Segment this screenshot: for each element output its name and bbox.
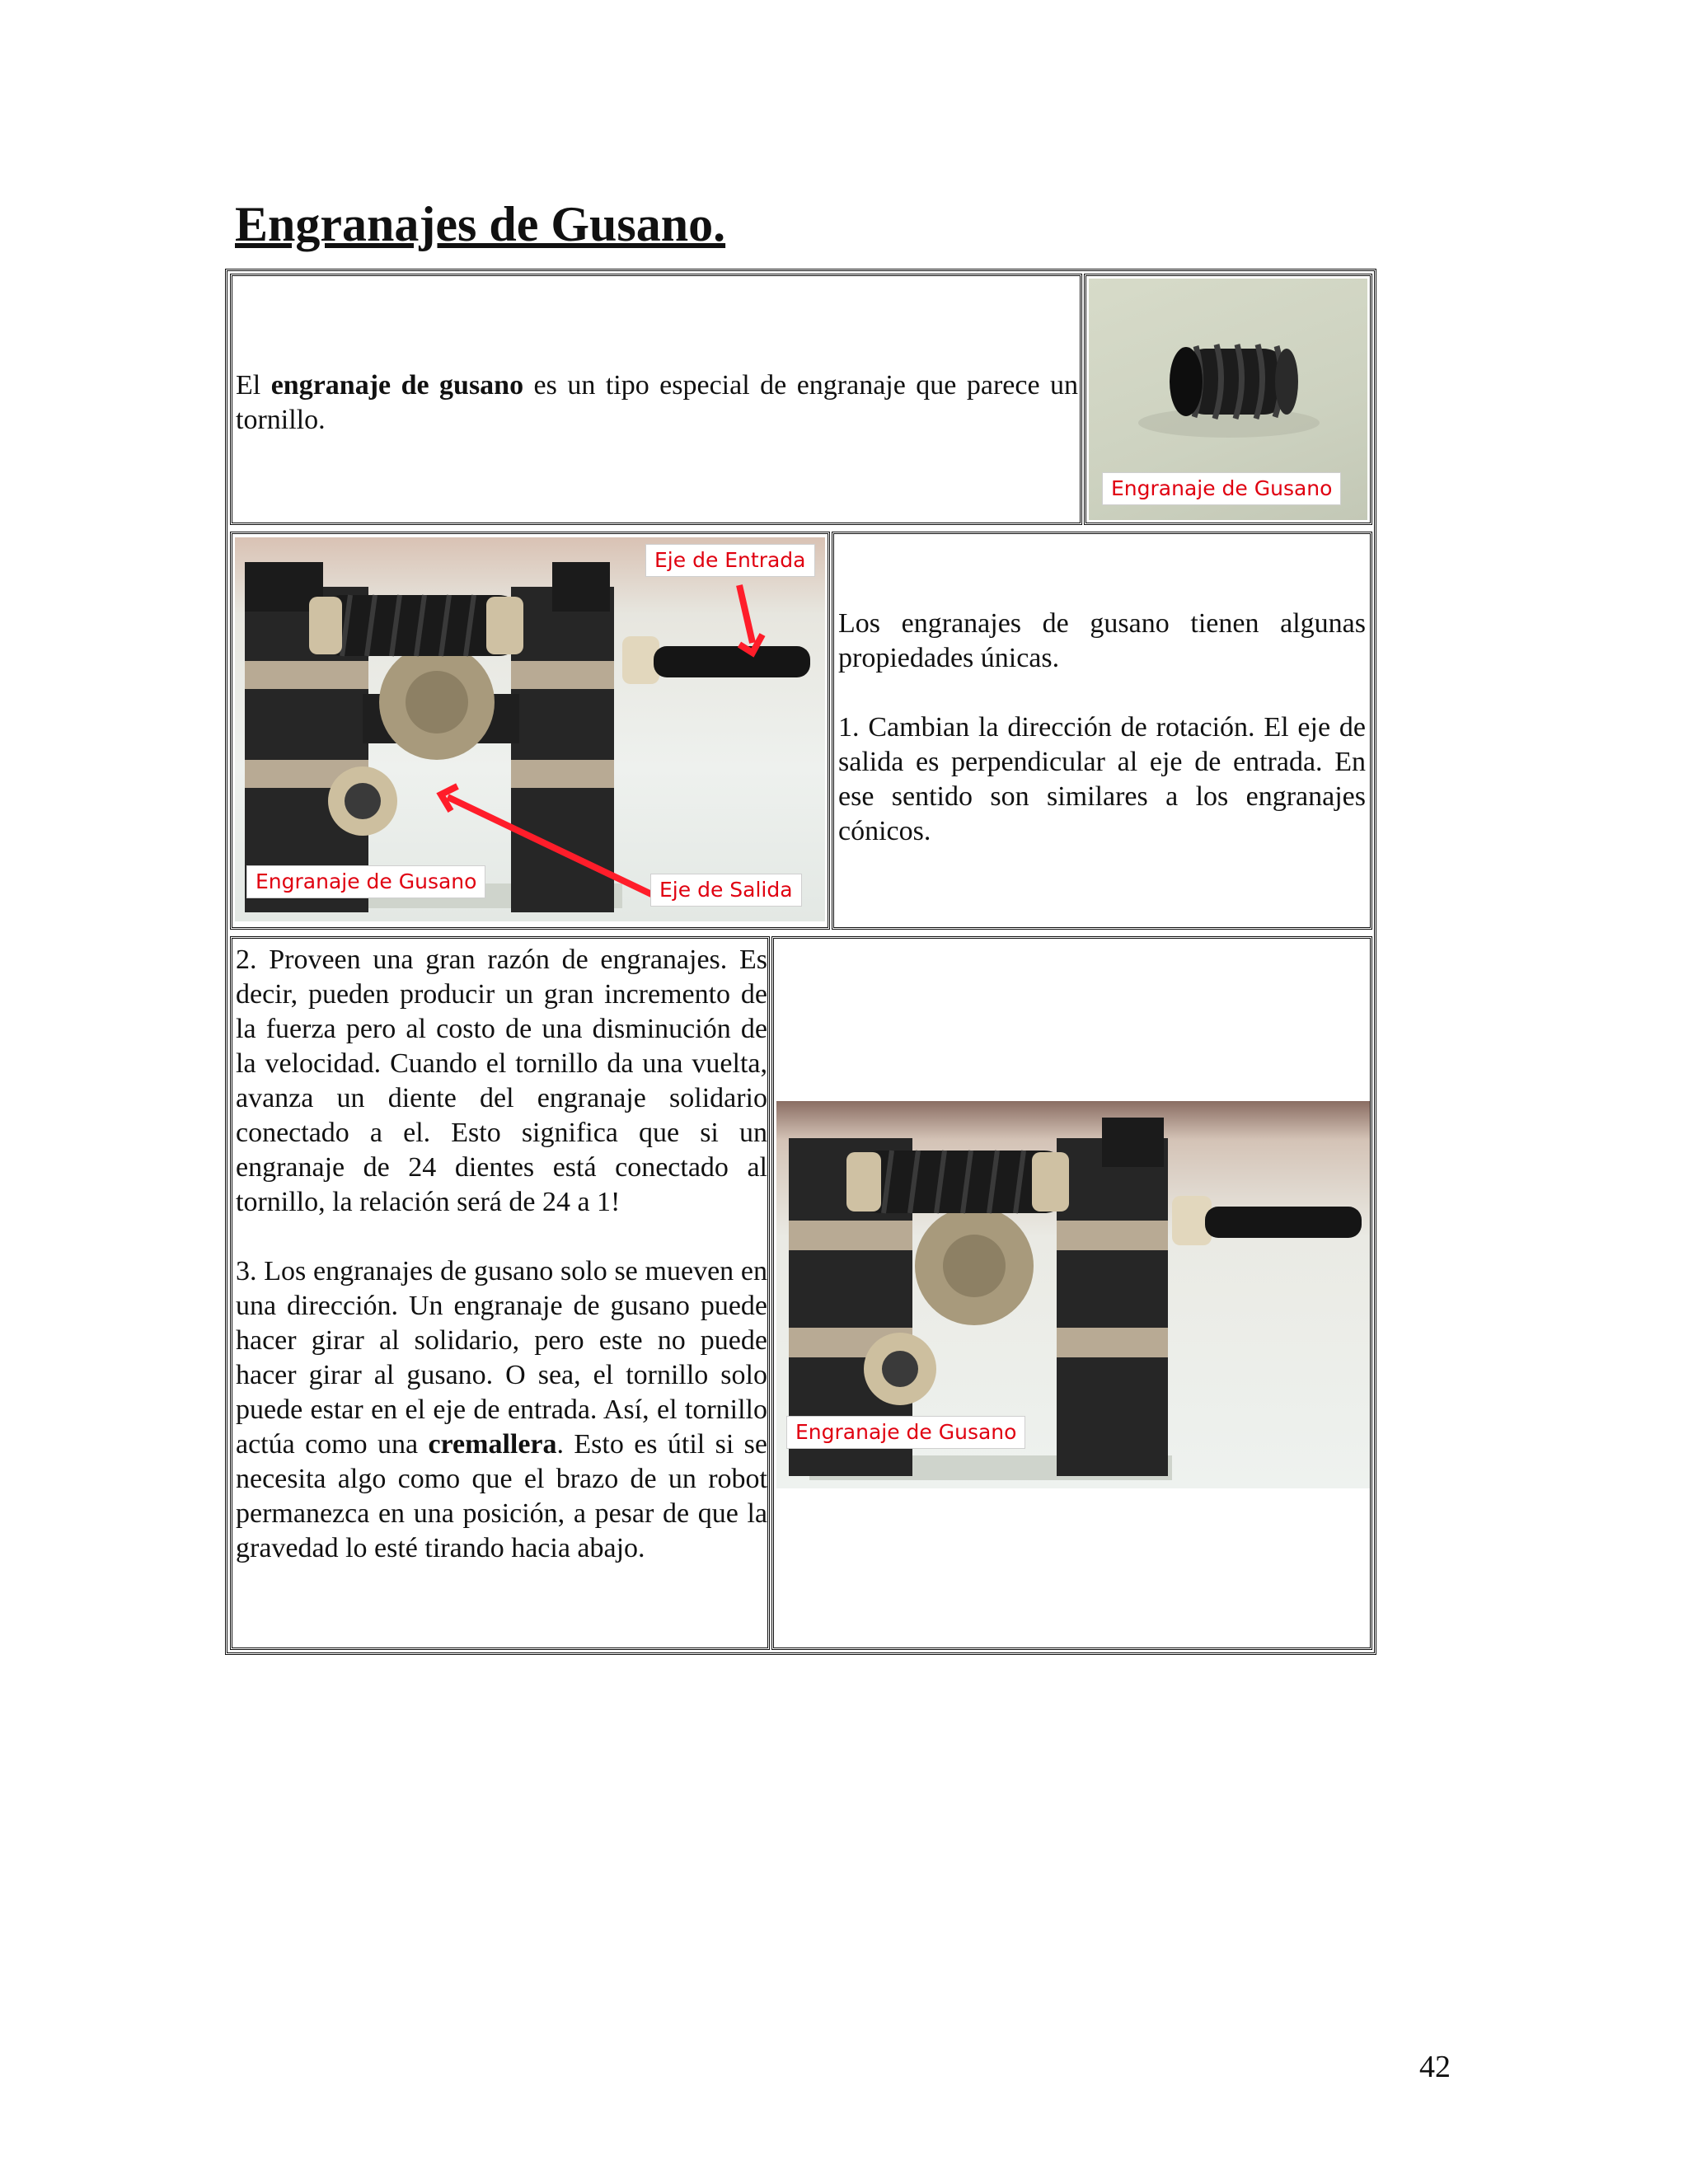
output-shaft-label: Eje de Salida — [650, 874, 802, 907]
assembly-photo-2 — [776, 1101, 1370, 1488]
property-1: 1. Cambian la dirección de rotación. El eje de salida es perpendicular al eje de entrada. En ese sentido son similares a los engranajes cónicos. — [838, 712, 1366, 846]
term-worm-gear: engranaje de gusano — [270, 370, 524, 401]
page-number: 42 — [1419, 2050, 1451, 2084]
worm-gear-label: Engranaje de Gusano — [246, 865, 485, 898]
intro-text: El engranaje de gusano es un tipo especial de engranaje que parece un tornillo. — [236, 370, 1079, 435]
assembly-photo-cell — [230, 532, 830, 930]
assembly-photo-2-cell — [771, 936, 1372, 1650]
properties-intro: Los engranajes de gusano tienen algunas propiedades únicas. — [838, 608, 1366, 673]
assembly-image — [235, 537, 825, 921]
assembly-photo — [235, 537, 825, 921]
worm-gear-photo — [1089, 279, 1367, 520]
properties-text — [838, 607, 1366, 849]
property-3: 3. Los engranajes de gusano solo se mueven en una dirección. Un engranaje de gusano puede hacer girar al solidario, pero este no puede hacer girar al gusano. O sea, el tornillo solo puede estar en el eje de entrada. Así, el tornillo actúa como una cremallera. Esto es útil si se necesita algo como que el brazo de un robot permanezca en una posición, a pesar de que la gravedad lo esté tirando hacia abajo. — [236, 1256, 767, 1563]
ratio-text — [236, 943, 767, 1566]
term-ratchet: cremallera — [428, 1429, 557, 1460]
ratio-cell — [230, 936, 770, 1650]
input-shaft-label: Eje de Entrada — [645, 544, 815, 577]
worm-gear-label: Engranaje de Gusano — [786, 1416, 1025, 1449]
page-title: Engranajes de Gusano. — [235, 197, 726, 251]
worm-gear-label: Engranaje de Gusano — [1102, 472, 1341, 505]
property-2: 2. Proveen una gran razón de engranajes. Es decir, pueden producir un gran incremento de la fuerza pero al costo de una disminución de la velocidad. Cuando el tornillo da una vuelta, avanza un diente del engranaje solidario conectado a el. Esto significa que si un engranaje de 24 dientes está conectado al tornillo, la relación será de 24 a 1! — [236, 944, 767, 1217]
properties-cell — [832, 532, 1372, 930]
worm-photo-cell — [1084, 274, 1372, 525]
intro-cell — [230, 274, 1082, 525]
